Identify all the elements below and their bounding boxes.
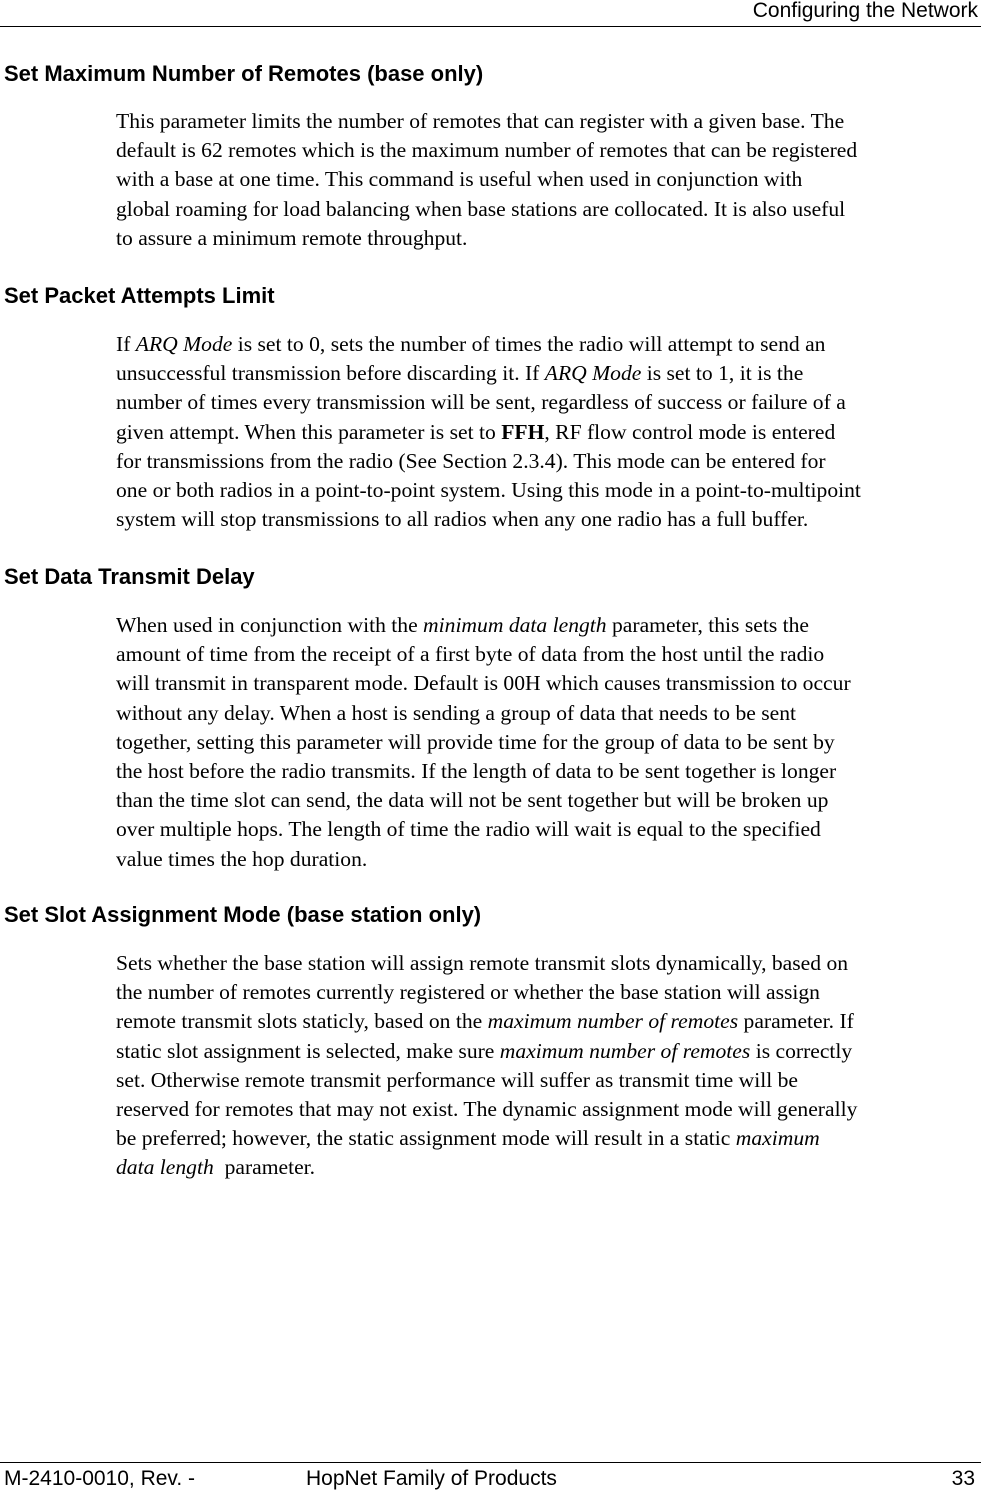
section-body-slot-assignment bbox=[116, 949, 980, 1183]
page-footer bbox=[0, 1462, 981, 1495]
text-line: together, setting this parameter will provide time for the group of data to be sent by bbox=[116, 729, 835, 754]
text-line: the host before the radio transmits. If the length of data to be sent together is longer bbox=[116, 759, 837, 784]
text-line: When used in conjunction with the minimum data length parameter, this sets the bbox=[116, 613, 810, 637]
text-line: set. Otherwise remote transmit performance will suffer as transmit time will be bbox=[116, 1067, 799, 1092]
term-maximum: maximum bbox=[735, 1126, 820, 1151]
text-line: than the time slot can send, the data will not be sent together but will be broken up bbox=[116, 788, 829, 813]
text-line: default is 62 remotes which is the maximum number of remotes that can be registered bbox=[116, 138, 858, 163]
text-line: amount of time from the receipt of a first byte of data from the host until the radio bbox=[116, 642, 825, 667]
text-line: will transmit in transparent mode. Default is 00H which causes transmission to occur bbox=[116, 671, 851, 696]
text-line: If ARQ Mode is set to 0, sets the number of times the radio will attempt to send an bbox=[116, 332, 826, 356]
section-body-max-remotes bbox=[116, 107, 980, 253]
text-line: be preferred; however, the static assignment mode will result in a static maximum bbox=[116, 1126, 820, 1151]
text-line: for transmissions from the radio (See Section 2.3.4). This mode can be entered for bbox=[116, 448, 826, 473]
text-line: system will stop transmissions to all radios when any one radio has a full buffer. bbox=[116, 507, 809, 532]
section-body-packet-attempts bbox=[116, 330, 980, 534]
section-heading-data-transmit-delay: Set Data Transmit Delay bbox=[4, 564, 255, 589]
text-line: given attempt. When this parameter is set to FFH, RF flow control mode is entered bbox=[116, 419, 836, 444]
text-line: the number of remotes currently registered or whether the base station will assign bbox=[116, 980, 820, 1005]
text-line: to assure a minimum remote throughput. bbox=[116, 225, 468, 250]
value-ffh: FFH bbox=[501, 419, 545, 444]
term-arq-mode: ARQ Mode bbox=[135, 332, 233, 356]
text-line: value times the hop duration. bbox=[116, 846, 368, 871]
footer-page-number: 33 bbox=[951, 1467, 975, 1490]
header-title: Configuring the Network bbox=[752, 0, 978, 22]
footer-doc-number: M-2410-0010, Rev. - bbox=[4, 1467, 196, 1490]
term-maximum-number-of-remotes: maximum number of remotes bbox=[487, 1009, 739, 1034]
text-line: reserved for remotes that may not exist. The dynamic assignment mode will generally bbox=[116, 1097, 858, 1122]
text-line: unsuccessful transmission before discarding it. If ARQ Mode is set to 1, it is the bbox=[116, 361, 804, 386]
text-line: number of times every transmission will be sent, regardless of success or failure of a bbox=[116, 390, 846, 415]
text-line: without any delay. When a host is sending a group of data that needs to be sent bbox=[116, 700, 797, 725]
term-arq-mode: ARQ Mode bbox=[544, 361, 642, 386]
term-data-length: data length bbox=[116, 1155, 214, 1180]
page-header bbox=[0, 0, 981, 27]
footer-product: HopNet Family of Products bbox=[306, 1467, 557, 1490]
text-line: This parameter limits the number of remotes that can register with a given base. The bbox=[116, 109, 845, 133]
text-line: data length parameter. bbox=[116, 1155, 316, 1180]
section-heading-slot-assignment: Set Slot Assignment Mode (base station only) bbox=[4, 902, 482, 927]
section-heading-packet-attempts: Set Packet Attempts Limit bbox=[4, 283, 275, 308]
term-maximum-number-of-remotes: maximum number of remotes bbox=[499, 1038, 751, 1063]
term-minimum-data-length: minimum data length bbox=[423, 613, 607, 637]
text-line: one or both radios in a point-to-point system. Using this mode in a point-to-multipoint bbox=[116, 478, 861, 503]
section-heading-max-remotes: Set Maximum Number of Remotes (base only) bbox=[4, 61, 484, 86]
text-line: remote transmit slots staticly, based on the maximum number of remotes parameter. If bbox=[116, 1009, 854, 1034]
section-body-data-transmit-delay bbox=[116, 611, 980, 874]
text-line: global roaming for load balancing when base stations are collocated. It is also useful bbox=[116, 196, 846, 221]
text-line: static slot assignment is selected, make sure maximum number of remotes is correctly bbox=[116, 1038, 853, 1063]
text-line: Sets whether the base station will assign remote transmit slots dynamically, based on bbox=[116, 951, 849, 975]
text-line: over multiple hops. The length of time the radio will wait is equal to the specified bbox=[116, 817, 821, 842]
text-line: with a base at one time. This command is useful when used in conjunction with bbox=[116, 167, 803, 192]
